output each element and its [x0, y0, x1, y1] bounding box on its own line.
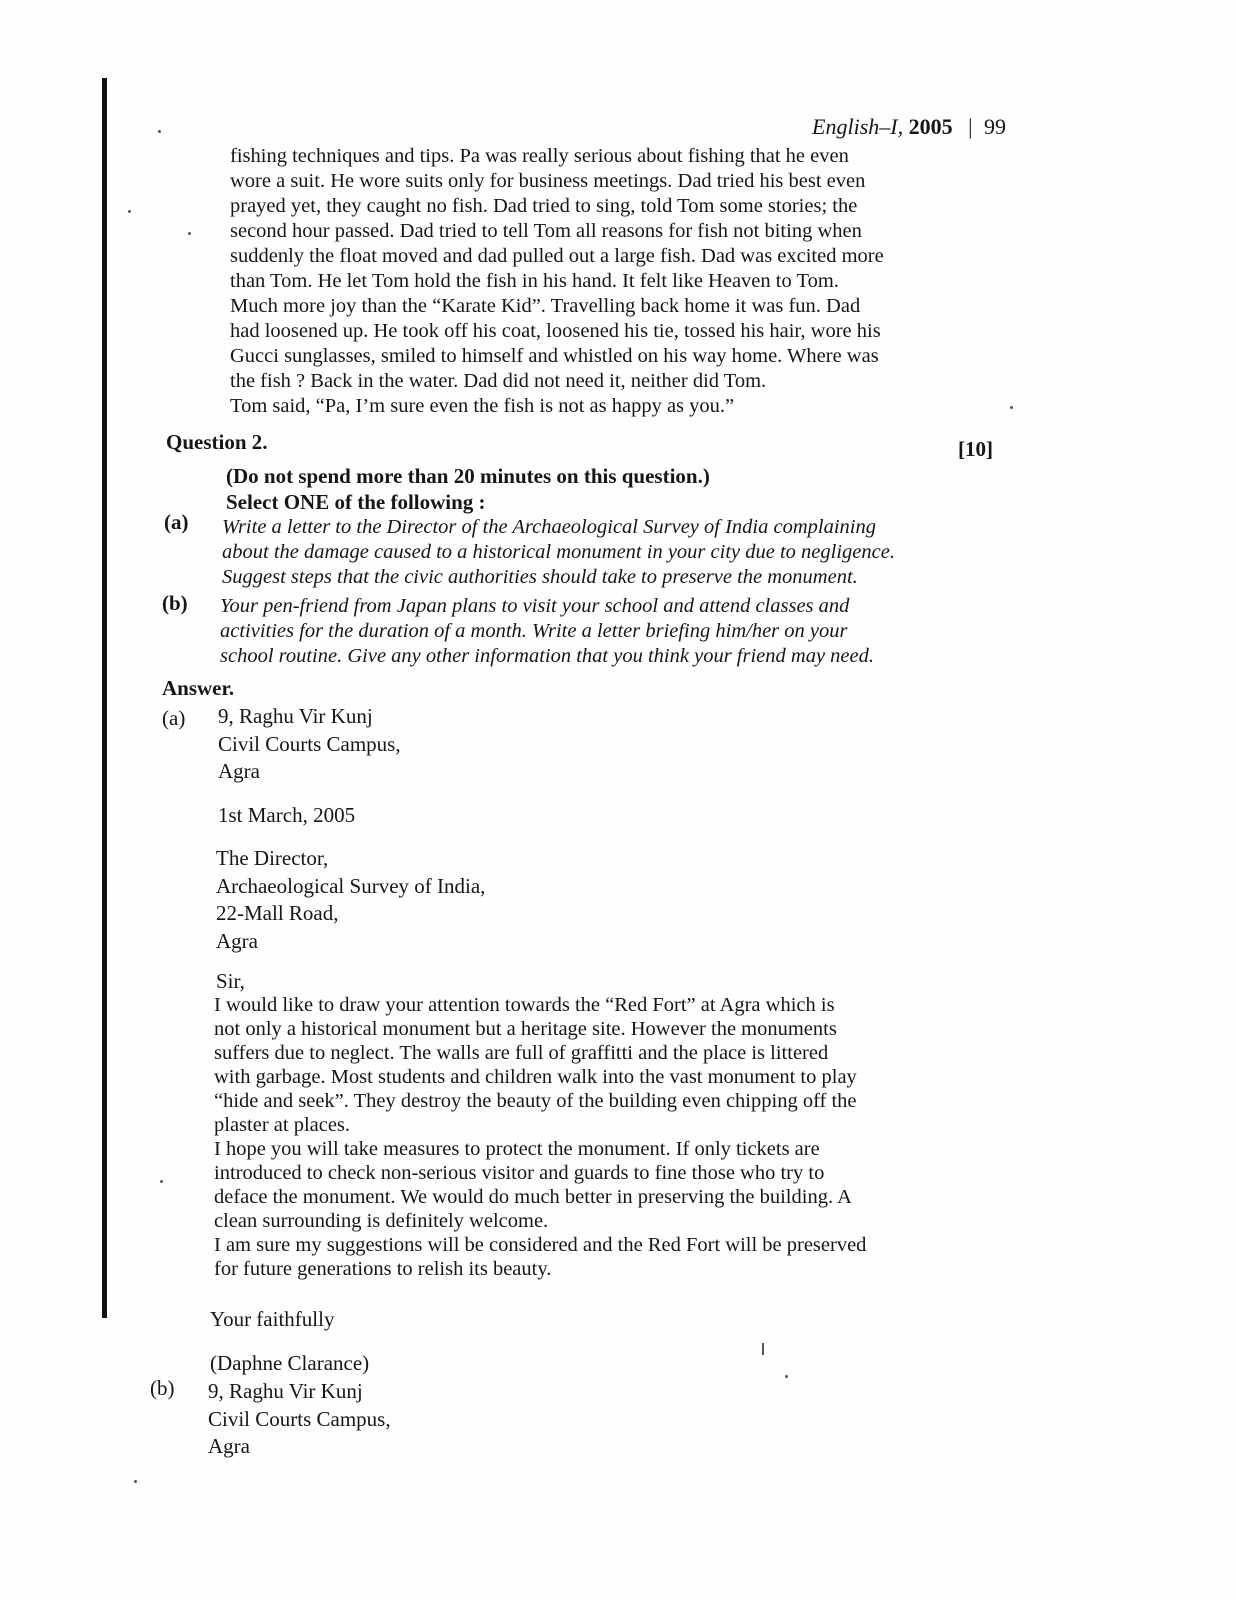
scan-speck [762, 1343, 764, 1355]
story-line: wore a suit. He wore suits only for business meetings. Dad tried his best even [230, 170, 866, 192]
scan-speck [134, 1480, 137, 1483]
address-line: Archaeological Survey of India, [216, 873, 486, 898]
question-marks: [10] [958, 437, 993, 461]
scan-speck [188, 232, 191, 235]
header-separator: | [968, 114, 973, 139]
answer-a-label: (a) [162, 706, 186, 730]
option-b-label: (b) [162, 591, 188, 615]
body-line: with garbage. Most students and children walk into the vast monument to play [214, 1066, 857, 1088]
story-line: than Tom. He let Tom hold the fish in his hand. It felt like Heaven to Tom. [230, 270, 839, 292]
signature: (Daphne Clarance) [210, 1351, 370, 1375]
story-continuation [230, 144, 1010, 419]
address-line: Agra [216, 928, 258, 953]
answer-title: Answer. [162, 676, 235, 700]
option-a-text [222, 515, 1002, 590]
option-b-line: school routine. Give any other information that you think your friend may need. [220, 645, 874, 667]
address-line: Civil Courts Campus, [218, 731, 401, 756]
margin-rule [102, 78, 107, 1318]
option-b-line: activities for the duration of a month. Write a letter briefing him/her on your [220, 620, 848, 642]
story-line: the fish ? Back in the water. Dad did not need it, neither did Tom. [230, 370, 767, 392]
option-a-line: about the damage caused to a historical monument in your city due to negligence. [222, 541, 895, 563]
option-b-text [220, 594, 1000, 669]
scan-speck [1010, 406, 1013, 409]
letter-closing: Your faithfully [210, 1307, 335, 1331]
story-line: had loosened up. He took off his coat, loosened his tie, tossed his hair, wore his [230, 320, 881, 342]
address-line: Agra [218, 759, 260, 783]
body-line: I hope you will take measures to protect the monument. If only tickets are [214, 1138, 820, 1160]
question-instructions [226, 463, 710, 515]
option-a-line: Write a letter to the Director of the Archaeological Survey of India complaining [222, 516, 876, 538]
story-line: prayed yet, they caught no fish. Dad tried to sing, told Tom some stories; the [230, 195, 858, 217]
page-number: 99 [984, 114, 1006, 139]
letter-date: 1st March, 2005 [218, 803, 356, 827]
body-line: deface the monument. We would do much better in preserving the building. A [214, 1186, 852, 1208]
body-line: plaster at places. [214, 1114, 351, 1136]
story-line: fishing techniques and tips. Pa was really serious about fishing that he even [230, 145, 849, 167]
body-line: I would like to draw your attention towards the “Red Fort” at Agra which is [214, 994, 835, 1016]
option-a-line: Suggest steps that the civic authorities should take to preserve the monument. [222, 566, 858, 588]
running-header [700, 114, 1006, 140]
letter-body [214, 993, 992, 1281]
body-line: for future generations to relish its beauty. [214, 1258, 552, 1280]
address-line: Civil Courts Campus, [208, 1406, 391, 1431]
scan-speck [158, 130, 161, 133]
address-line: 9, Raghu Vir Kunj [218, 704, 373, 728]
recipient-address [216, 845, 485, 955]
salutation: Sir, [216, 969, 245, 993]
scan-speck [128, 210, 131, 213]
story-closing-line: Tom said, “Pa, I’m sure even the fish is not as happy as you.” [230, 395, 735, 417]
time-instruction: (Do not spend more than 20 minutes on this question.) [226, 464, 710, 488]
sender-address-b [208, 1378, 391, 1461]
address-line: Agra [208, 1434, 250, 1458]
question-title: Question 2. [166, 430, 268, 454]
header-year: 2005 [908, 114, 953, 139]
scan-speck [785, 1375, 788, 1378]
select-instruction: Select ONE of the following : [226, 490, 486, 514]
sender-address-a [218, 703, 401, 786]
story-line: Gucci sunglasses, smiled to himself and whistled on his way home. Where was [230, 345, 879, 367]
address-line: 22-Mall Road, [216, 901, 339, 925]
story-line: suddenly the float moved and dad pulled out a large fish. Dad was excited more [230, 245, 884, 267]
option-b-line: Your pen-friend from Japan plans to visit your school and attend classes and [220, 595, 850, 617]
story-line: second hour passed. Dad tried to tell Tom all reasons for fish not biting when [230, 220, 862, 242]
body-line: introduced to check non-serious visitor and guards to fine those who try to [214, 1162, 825, 1184]
answer-b-label: (b) [150, 1376, 175, 1400]
header-subject: English–I, [812, 114, 904, 139]
scan-speck [160, 1180, 163, 1183]
body-line: “hide and seek”. They destroy the beauty of the building even chipping off the [214, 1090, 857, 1112]
option-a-label: (a) [164, 510, 189, 534]
story-line: Much more joy than the “Karate Kid”. Travelling back home it was fun. Dad [230, 295, 861, 317]
address-line: The Director, [216, 846, 329, 870]
address-line: 9, Raghu Vir Kunj [208, 1379, 363, 1403]
body-line: suffers due to neglect. The walls are full of graffitti and the place is littered [214, 1042, 829, 1064]
body-line: clean surrounding is definitely welcome. [214, 1210, 549, 1232]
body-line: not only a historical monument but a heritage site. However the monuments [214, 1018, 837, 1040]
body-line: I am sure my suggestions will be considered and the Red Fort will be preserved [214, 1234, 867, 1256]
